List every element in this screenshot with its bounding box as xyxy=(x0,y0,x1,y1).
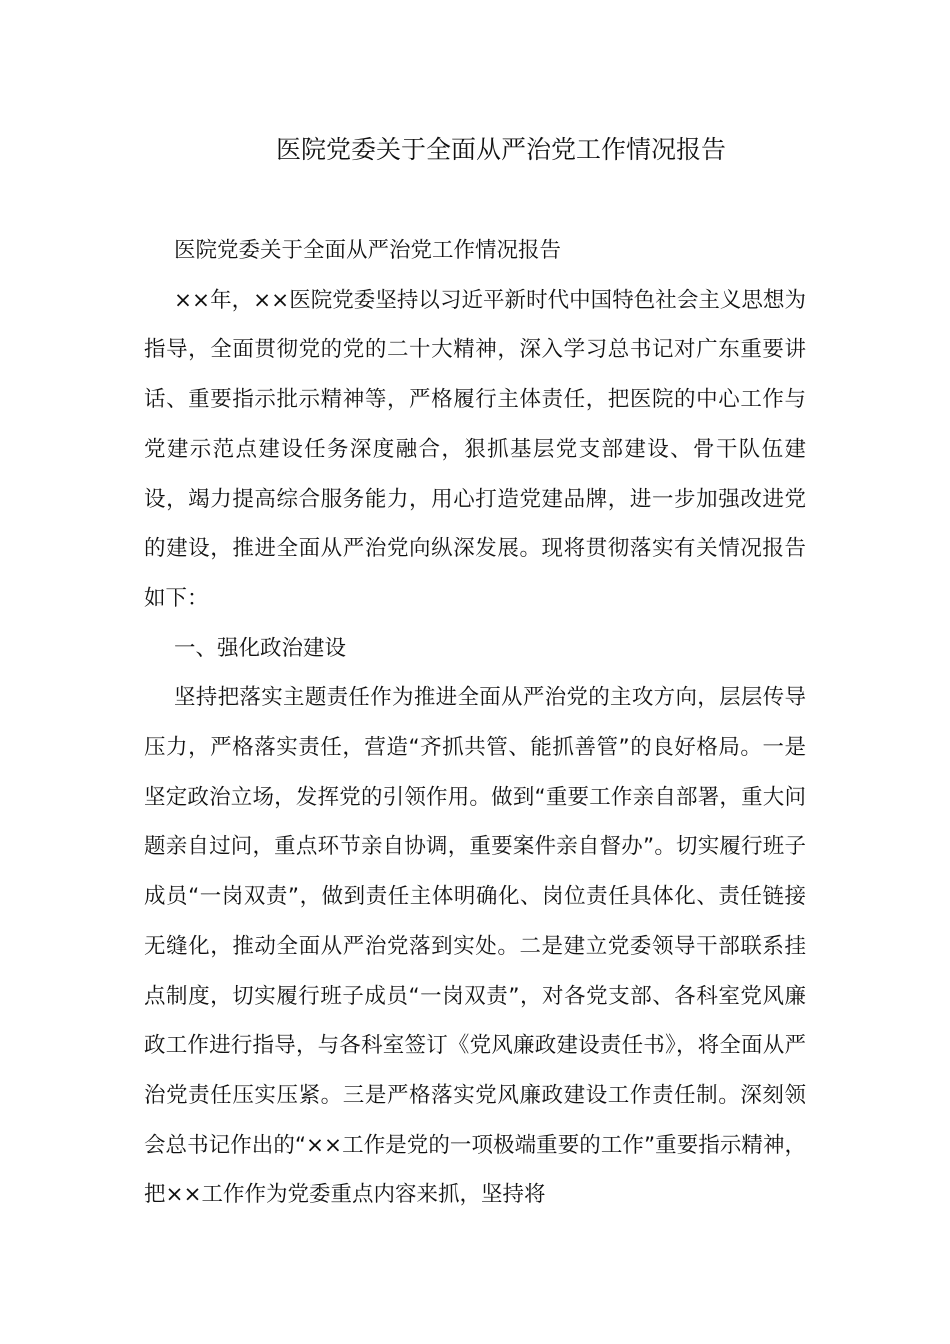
section-heading-political-construction: 一、强化政治建设 xyxy=(174,635,347,661)
body-paragraph-heading-repeat: 医院党委关于全面从严治党工作情况报告 xyxy=(174,238,562,263)
body-paragraph-responsibility: 坚持把落实主题责任作为推进全面从严治党的主攻方向，层层传导压力，严格落实责任，营造“齐抓共管、能抓善管”的良好格局。一是坚定政治立场，发挥党的引领作用。做到“重要工作亲自部署，重大问题亲自过问，重点环节亲自协调，重要案件亲自督办”。切实履行班子成员“一岗双责”，做到责任主体明确化、岗位责任具体化、责任链接无缝化，推动全面从严治党落到实处。二是建立党委领导干部联系挂点制度，切实履行班子成员“一岗双责”，对各党支部、各科室党风廉政工作进行指导，与各科室签订《党风廉政建设责任书》，将全面从严治党责任压实压紧。三是严格落实党风廉政建设工作责任制。深刻领会总书记作出的“××工作是党的一项极端重要的工作”重要指示精神，把××工作作为党委重点内容来抓，坚持将 xyxy=(144,685,806,1208)
document-body xyxy=(144,226,806,1220)
document-title: 医院党委关于全面从严治党工作情况报告 xyxy=(275,135,726,164)
body-paragraph-intro: ××年，××医院党委坚持以习近平新时代中国特色社会主义思想为指导，全面贯彻党的党的二十大精神，深入学习总书记对广东重要讲话、重要指示批示精神等，严格履行主体责任，把医院的中心工作与党建示范点建设任务深度融合，狠抓基层党支部建设、骨干队伍建设，竭力提高综合服务能力，用心打造党建品牌，进一步加强改进党的建设，推进全面从严治党向纵深发展。现将贯彻落实有关情况报告如下： xyxy=(144,287,806,611)
